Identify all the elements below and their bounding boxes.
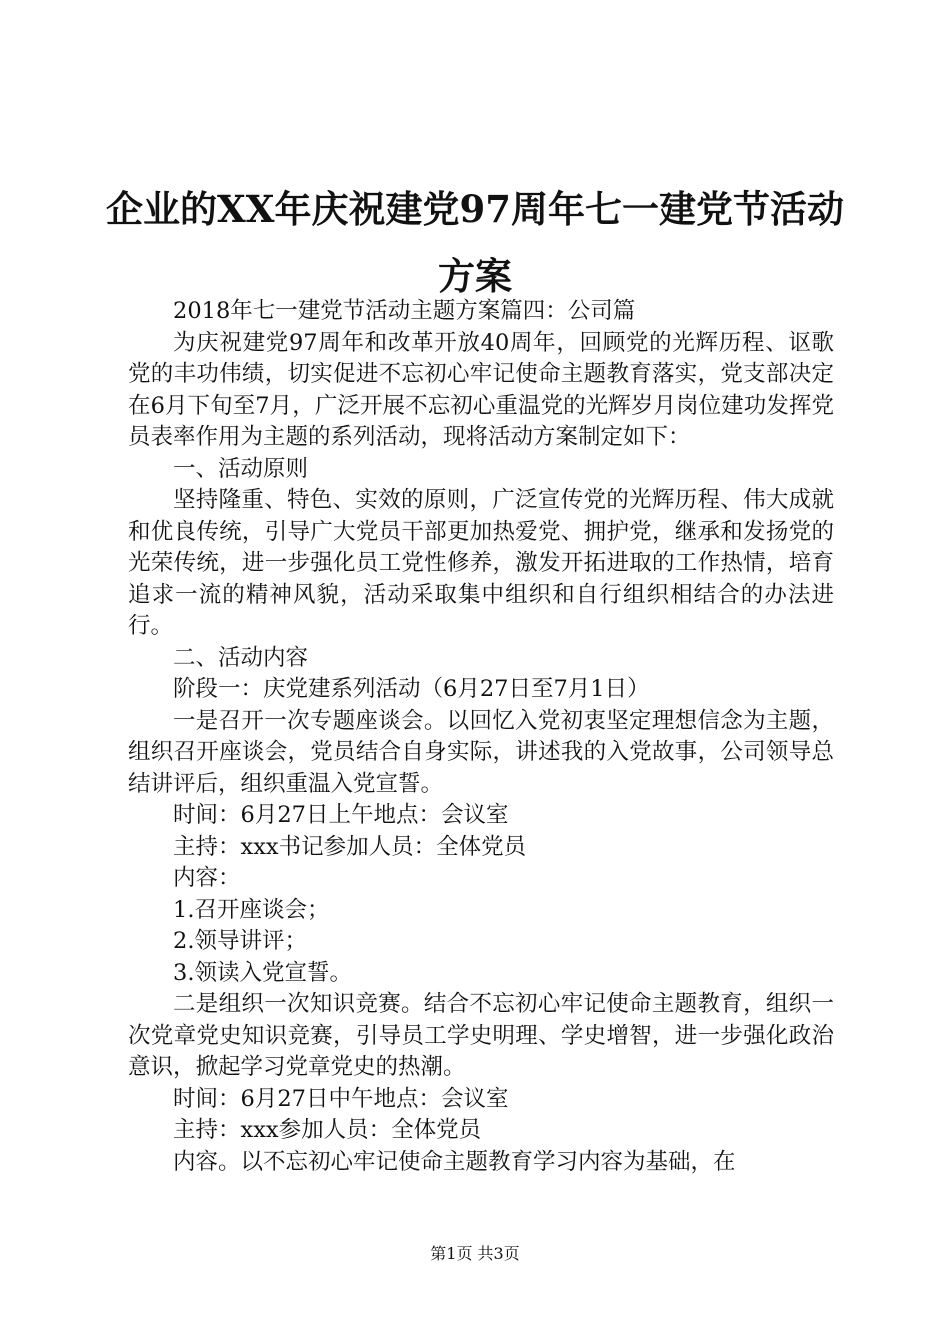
paragraph: 阶段一：庆党建系列活动（6月27日至7月1日） <box>173 676 650 702</box>
paragraph: 时间：6月27日上午地点：会议室 <box>173 802 509 828</box>
paragraph: 为庆祝建党97周年和改革开放40周年，回顾党的光辉历程、讴歌党的丰功伟绩，切实促进不忘初心牢记使命主题教育落实，党支部决定在6月下旬至7月，广泛开展不忘初心重温党的光辉岁月岗位建功发挥党员表率作用为主题的系列活动，现将活动方案制定如下： <box>128 329 834 450</box>
paragraph: 一是召开一次专题座谈会。以回忆入党初衷坚定理想信念为主题，组织召开座谈会，党员结合自身实际，讲述我的入党故事，公司领导总结讲评后，组织重温入党宣誓。 <box>128 707 834 797</box>
paragraph: 内容： <box>173 865 241 891</box>
paragraph: 主持：xxx书记参加人员：全体党员 <box>173 833 527 860</box>
list-item: 2.领导讲评； <box>173 928 307 954</box>
paragraph: 内容。以不忘初心牢记使命主题教育学习内容为基础，在 <box>173 1148 736 1175</box>
section-heading: 一、活动原则 <box>173 455 309 482</box>
list-item: 1.召开座谈会； <box>173 896 330 923</box>
list-item: 3.领读入党宣誓。 <box>173 959 352 986</box>
paragraph: 二是组织一次知识竞赛。结合不忘初心牢记使命主题教育，组织一次党章党史知识竞赛，引导员工学史明理、学史增智，进一步强化政治意识，掀起学习党章党史的热潮。 <box>128 991 834 1080</box>
document-title: 企业的XX年庆祝建党97周年七一建党节活动方案 <box>106 187 844 298</box>
paragraph: 2018年七一建党节活动主题方案篇四：公司篇 <box>173 298 636 324</box>
document-body <box>128 296 834 1178</box>
paragraph: 主持：xxx参加人员：全体党员 <box>173 1117 482 1143</box>
paragraph: 坚持隆重、特色、实效的原则，广泛宣传党的光辉历程、伟大成就和优良传统，引导广大党员干部更加热爱党、拥护党，继承和发扬党的光荣传统，进一步强化员工党性修养，激发开拓进取的工作热情，培育追求一流的精神风貌，活动采取集中组织和自行组织相结合的办法进行。 <box>128 487 834 639</box>
page-footer: 第1页 共3页 <box>430 1244 520 1263</box>
paragraph: 时间：6月27日中午地点：会议室 <box>173 1085 509 1112</box>
section-heading: 二、活动内容 <box>173 644 309 671</box>
